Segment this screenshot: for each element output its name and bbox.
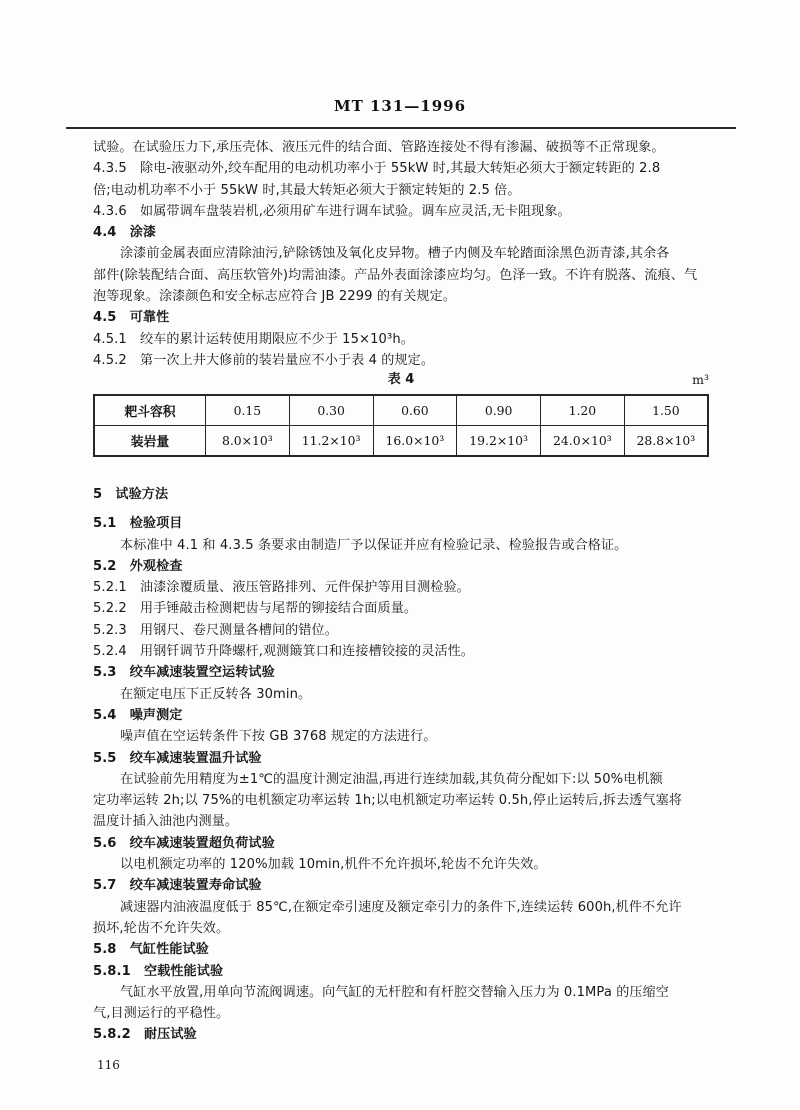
body-bottom-line: 5.5 绞车减速装置温升试验: [93, 750, 262, 766]
table-cell: 0.15: [206, 395, 290, 426]
body-bottom-line: 5.1 检验项目: [93, 516, 183, 532]
table-cell: 11.2×10³: [289, 426, 373, 457]
body-bottom-line: 5.8.2 耐压试验: [93, 1027, 197, 1043]
body-top-line: 4.4 涂漆: [93, 225, 157, 241]
body-bottom-line: 气,目测运行的平稳性。: [93, 1006, 230, 1022]
body-bottom-line: 5.2.3 用钢尺、卷尺测量各槽间的错位。: [93, 622, 338, 638]
body-top-line: 4.3.5 除电-液驱动外,绞车配用的电动机功率小于 55kW 时,其最大转矩必须大于额定转距的 2.8: [93, 161, 661, 177]
body-bottom-line: 定功率运转 2h;以 75%的电机额定功率运转 1h;以电机额定功率运转 0.5h,停止运转后,拆去透气塞将: [93, 793, 682, 809]
body-bottom-line: 5.4 噪声测定: [93, 707, 183, 723]
header-rule: [66, 127, 736, 129]
table-cell: 1.50: [624, 395, 708, 426]
body-bottom-line: 噪声值在空运转条件下按 GB 3768 规定的方法进行。: [120, 729, 437, 745]
body-bottom-line: 气缸水平放置,用单向节流阀调速。向气缸的无杆腔和有杆腔交替输入压力为 0.1MPa 的压缩空: [120, 984, 670, 1000]
table-cell: 0.30: [289, 395, 373, 426]
body-bottom-line: 5.8.1 空载性能试验: [93, 963, 224, 979]
body-bottom-line: 在额定电压下正反转各 30min。: [120, 686, 312, 702]
body-top-line: 4.3.6 如属带调车盘装岩机,必须用矿车进行调车试验。调车应灵活,无卡阻现象。: [93, 203, 571, 219]
body-bottom-line: 5.7 绞车减速装置寿命试验: [93, 878, 262, 894]
body-bottom-line: 以电机额定功率的 120%加载 10min,机件不允许损坏,轮齿不允许失效。: [120, 857, 547, 873]
standard-code: MT 131—1996: [333, 97, 467, 115]
table-4-block: [93, 370, 709, 457]
table-caption: 表 4: [387, 372, 415, 387]
body-text-top: [93, 137, 709, 371]
body-bottom-line: 5.6 绞车减速装置超负荷试验: [93, 835, 275, 851]
body-top-line: 4.5.2 第一次上井大修前的装岩量应不小于表 4 的规定。: [93, 352, 435, 368]
table-cell: 16.0×10³: [373, 426, 457, 457]
body-bottom-line: 5 试验方法: [93, 487, 169, 502]
table-cell: 1.20: [541, 395, 625, 426]
table-cell: 28.8×10³: [624, 426, 708, 457]
body-top-line: 试验。在试验压力下,承压壳体、液压元件的结合面、管路连接处不得有渗漏、破损等不正常现象。: [93, 140, 665, 155]
page-header: [0, 96, 800, 115]
table-cell: 24.0×10³: [541, 426, 625, 457]
body-top-line: 泡等现象。涂漆颜色和安全标志应符合 JB 2299 的有关规定。: [93, 289, 457, 305]
table-row-header: 耙斗容积: [94, 395, 206, 426]
body-bottom-line: 本标准中 4.1 和 4.3.5 条要求由制造厂予以保证并应有检验记录、检验报告或合格证。: [120, 537, 628, 553]
body-bottom-line: 5.2.4 用钢钎调节升降螺杆,观测簸箕口和连接槽铰接的灵活性。: [93, 644, 475, 660]
table-cell: 0.60: [373, 395, 457, 426]
table-4: [93, 394, 709, 457]
body-bottom-line: 损坏,轮齿不允许失效。: [93, 920, 230, 936]
table-row: [94, 395, 708, 426]
body-bottom-line: 5.2.2 用手锤敲击检测耙齿与尾帮的铆接结合面质量。: [93, 601, 418, 617]
table-unit: m³: [692, 372, 709, 387]
paragraph-gap: [93, 505, 709, 513]
table-cell: 0.90: [457, 395, 541, 426]
body-bottom-line: 减速器内油液温度低于 85℃,在额定牵引速度及额定牵引力的条件下,连续运转 600h,机件不允许: [120, 899, 682, 915]
body-bottom-line: 5.2.1 油漆涂覆质量、液压管路排列、元件保护等用目测检验。: [93, 580, 470, 596]
table-caption-wrap: [93, 370, 709, 390]
page-number: 116: [97, 1058, 120, 1072]
body-bottom-line: 5.2 外观检查: [93, 558, 183, 574]
body-bottom-line: 5.8 气缸性能试验: [93, 942, 209, 958]
body-top-line: 4.5.1 绞车的累计运转使用期限应不少于 15×10³h。: [93, 331, 414, 347]
body-top-line: 倍;电动机功率不小于 55kW 时,其最大转矩必须大于额定转矩的 2.5 倍。: [93, 182, 521, 198]
table-row-header: 装岩量: [94, 426, 206, 457]
body-bottom-line: 温度计插入油池内测量。: [93, 814, 239, 830]
body-top-line: 涂漆前金属表面应清除油污,铲除锈蚀及氧化皮异物。槽子内侧及车轮踏面涂黑色沥青漆,其余各: [120, 246, 670, 262]
body-text-bottom: [93, 484, 709, 1046]
table-cell: 19.2×10³: [457, 426, 541, 457]
table-row: [94, 426, 708, 457]
table-cell: 8.0×10³: [206, 426, 290, 457]
body-top-line: 4.5 可靠性: [93, 310, 170, 326]
body-top-line: 部件(除装配结合面、高压软管外)均需油漆。产品外表面涂漆应均匀。色泽一致。不许有脱落、流痕、气: [93, 267, 698, 283]
body-bottom-line: 在试验前先用精度为±1℃的温度计测定油温,再进行连续加载,其负荷分配如下:以 50%电机额: [120, 771, 663, 787]
body-bottom-line: 5.3 绞车减速装置空运转试验: [93, 665, 275, 681]
